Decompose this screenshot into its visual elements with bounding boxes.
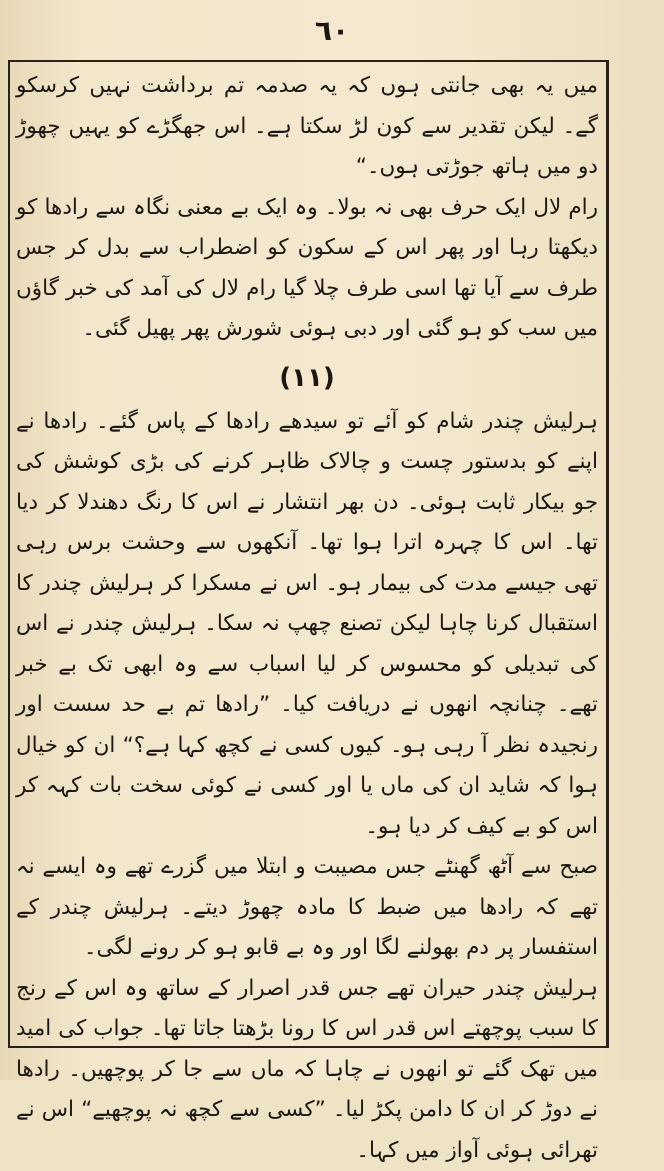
paragraph: ہرلیش چندر شام کو آئے تو سیدھے رادھا کے پاس گئے۔ رادھا نے اپنے کو بدستور چست و چالاک ظاہر کرنے کی بڑی کوشش کی جو بیکار ثابت ہوئی۔ دن بھر انتشار نے اس کا رنگ دھندلا کر دیا تھا۔ اس کا چہرہ اترا ہوا تھا۔ آنکھوں سے وحشت برس رہی تھی جیسے مدت کی بیمار ہو۔ اس نے مسکرا کر ہرلیش چندر کا استقبال کرنا چاہا لیکن تصنع چھپ نہ سکا۔ ہرلیش چندر نے اس کی تبدیلی کو محسوس کر لیا اسباب سے وہ ابھی تک بے خبر تھے۔ چنانچہ انھوں نے دریافت کیا۔ ”رادھا تم بے حد سست اور رنجیدہ نظر آ رہی ہو۔ کیوں کسی نے کچھ کہا ہے؟“ ان کو خیال ہوا کہ شاید ان کی ماں یا اور کسی نے کوئی سخت بات کہہ کر اس کو بے کیف کر دیا ہو۔	[16, 402, 598, 848]
paragraph: صبح سے آٹھ گھنٹے جس مصیبت و ابتلا میں گزرے تھے وہ ایسے نہ تھے کہ رادھا میں ضبط کا مادہ چھوڑ دیتے۔ ہرلیش چندر کے استفسار پر دم بھولنے لگا اور وہ بے قابو ہو کر رونے لگی۔	[16, 847, 598, 969]
paragraph: میں یہ بھی جانتی ہوں کہ یہ صدمہ تم برداشت نہیں کرسکو گے۔ لیکن تقدیر سے کون لڑ سکتا ہے۔ اس جھگڑے کو یہیں چھوڑ دو میں ہاتھ جوڑتی ہوں۔“	[16, 66, 598, 188]
page-number: ٦٠	[0, 14, 664, 47]
paragraph: ہرلیش چندر حیران تھے جس قدر اصرار کے ساتھ وہ اس کے رنج کا سبب پوچھتے اس قدر اس کا رونا بڑھتا جاتا تھا۔ جواب کی امید میں تھک گئے تو انھوں نے چاہا کہ ماں سے جا کر پوچھیں۔ رادھا نے دوڑ کر ان کا دامن پکڑ لیا۔ ”کسی سے کچھ نہ پوچھیے“ اس نے تھرائی ہوئی آواز میں کہا۔	[16, 969, 598, 1171]
section-number: (۱۱)	[16, 358, 598, 398]
paragraph: رام لال ایک حرف بھی نہ بولا۔ وہ ایک بے معنی نگاہ سے رادھا کو دیکھتا رہا اور پھر اس کے سکون کو اضطراب سے بدل کر جس طرف سے آیا تھا اسی طرف چلا گیا رام لال کی آمد کی خبر گاؤں میں سب کو ہو گئی اور دبی ہوئی شورش پھر پھیل گئی۔	[16, 188, 598, 350]
body-text	[16, 66, 598, 1171]
